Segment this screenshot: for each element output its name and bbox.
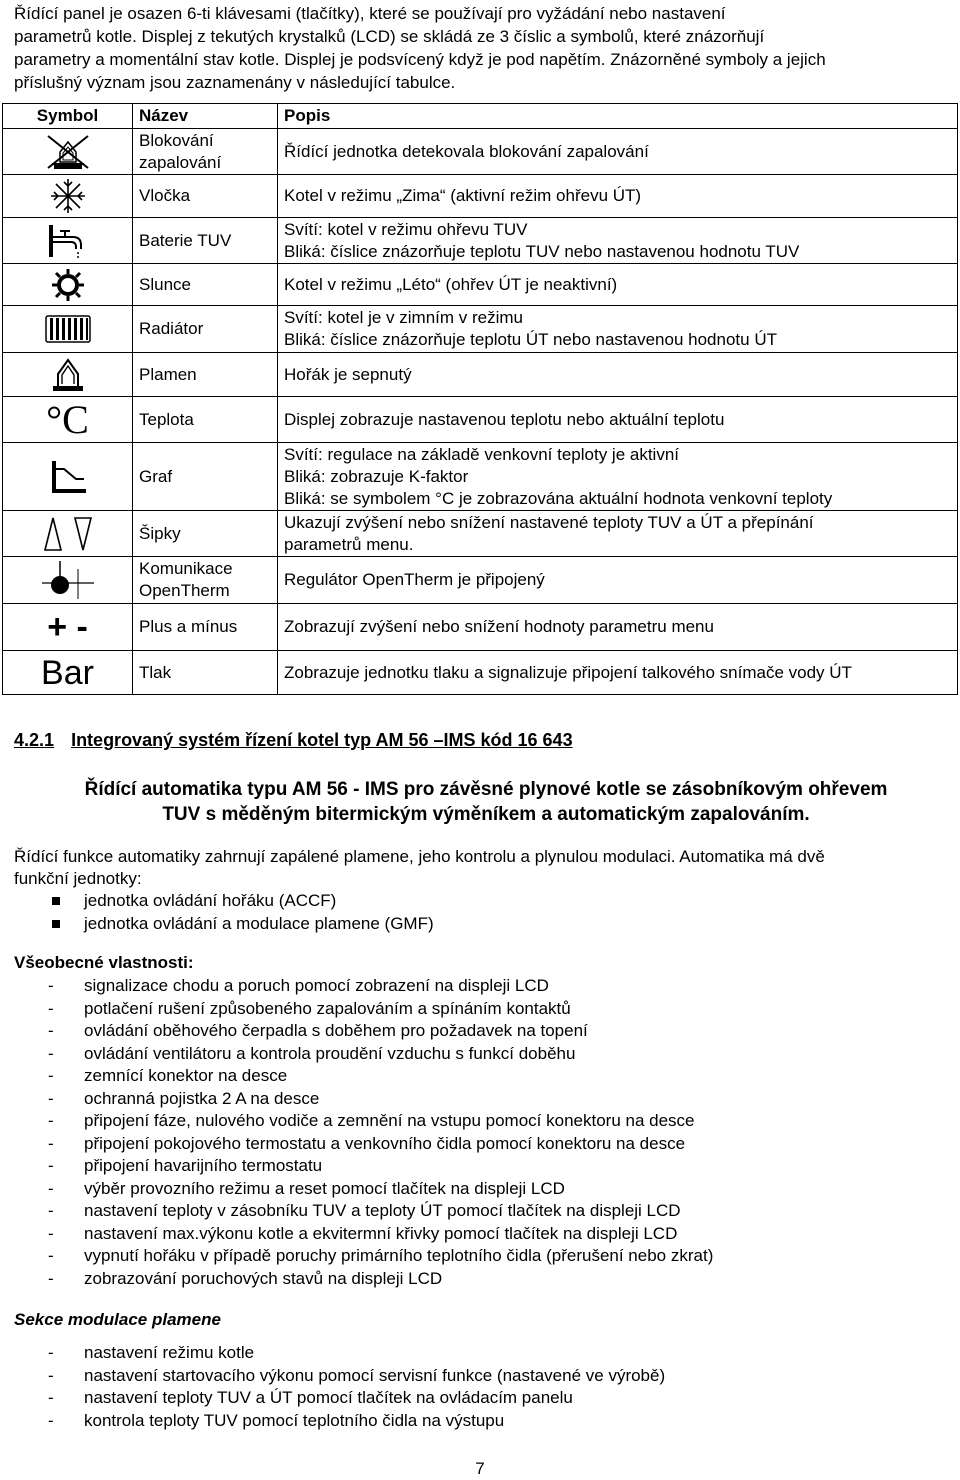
heading-line: TUV s měděným bitermickým výměníkem a automatickým zapalováním.: [162, 804, 810, 825]
dash: -: [48, 1133, 54, 1153]
row-description: [278, 604, 958, 651]
table-row: [3, 218, 958, 264]
table-row: [3, 264, 958, 306]
desc-line: Bliká: zobrazuje K-faktor: [284, 466, 469, 486]
list-item-text: jednotka ovládání hořáku (ACCF): [84, 891, 337, 910]
list-item: [14, 890, 434, 913]
flame-icon: [3, 353, 133, 397]
desc-line: Hořák je sepnutý: [284, 364, 412, 384]
section-title: Integrovaný systém řízení kotel typ AM 56 –IMS kód 16 643: [71, 730, 573, 750]
list-item-text: jednotka ovládání a modulace plamene (GMF): [84, 913, 434, 933]
row-name: [133, 443, 278, 511]
list-item-text: nastavení max.výkonu kotle a ekvitermní křivky pomocí tlačítek na displeji LCD: [84, 1223, 678, 1243]
list-item-text: připojení fáze, nulového vodiče a zemnění na vstupu pomocí konektoru na desce: [84, 1111, 695, 1130]
list-item: [14, 1365, 665, 1388]
list-item: [14, 1178, 713, 1201]
sun-icon: [3, 264, 133, 306]
name-line: zapalování: [139, 152, 222, 172]
row-description: [278, 651, 958, 695]
table-header-row: [3, 104, 958, 129]
bar-symbol: Bar: [41, 653, 94, 692]
dash: -: [48, 1201, 54, 1220]
name-line: Šipky: [139, 523, 181, 543]
list-item-text: signalizace chodu a poruch pomocí zobrazení na displeji LCD: [84, 976, 549, 995]
arrows-icon: [3, 511, 133, 557]
list-item: [14, 1387, 665, 1410]
modulation-section-title: Sekce modulace plamene: [14, 1310, 221, 1329]
graph-icon: [3, 443, 133, 511]
table-row: [3, 604, 958, 651]
list-item-text: ochranná pojistka 2 A na desce: [84, 1088, 320, 1108]
desc-line: Ukazují zvýšení nebo snížení nastavené teploty TUV a ÚT a přepínání: [284, 512, 814, 532]
desc-line: Svítí: kotel je v zimním v režimu: [284, 308, 523, 327]
list-item: [14, 913, 434, 936]
dash: -: [48, 1223, 54, 1243]
list-item-text: ovládání oběhového čerpadla s doběhem pro požadavek na topení: [84, 1021, 588, 1040]
dash: -: [48, 1088, 54, 1108]
desc-line: Kotel v režimu „Zima“ (aktivní režim ohřevu ÚT): [284, 186, 642, 205]
list-item-text: zemnící konektor na desce: [84, 1066, 288, 1085]
list-item: [14, 1245, 713, 1268]
celsius-icon: [3, 397, 133, 443]
bar-icon: [3, 651, 133, 695]
list-item-text: nastavení teploty v zásobníku TUV a teploty ÚT pomocí tlačítek na displeji LCD: [84, 1201, 681, 1220]
page-number: 7: [475, 1459, 485, 1478]
row-name: [133, 651, 278, 695]
row-name: [133, 604, 278, 651]
desc-line: Zobrazuje jednotku tlaku a signalizuje připojení talkového snímače vody ÚT: [284, 662, 852, 682]
dash: -: [48, 1246, 54, 1265]
row-description: [278, 511, 958, 557]
table-row: [3, 511, 958, 557]
row-name: [133, 218, 278, 264]
desc-line: Zobrazují zvýšení nebo snížení hodnoty parametru menu: [284, 617, 714, 636]
functions-paragraph: [14, 846, 958, 890]
bullet-square-icon: [52, 920, 60, 928]
list-item: [14, 1065, 713, 1088]
list-item-text: ovládání ventilátoru a kontrola proudění vzduchu s funkcí doběhu: [84, 1043, 576, 1063]
table-row: [3, 306, 958, 353]
header-symbol: Symbol: [3, 104, 133, 129]
plus-minus-symbol: + -: [47, 608, 88, 646]
dash: -: [48, 998, 54, 1018]
list-item-text: výběr provozního režimu a reset pomocí tlačítek na displeji LCD: [84, 1178, 565, 1198]
desc-line: Řídící jednotka detekovala blokování zapalování: [284, 141, 649, 161]
row-name: [133, 306, 278, 353]
intro-paragraph: [14, 2, 958, 94]
desc-line: Displej zobrazuje nastavenou teplotu nebo aktuální teplotu: [284, 409, 725, 429]
dash: -: [48, 1178, 54, 1198]
units-list: [14, 890, 434, 935]
table-row: [3, 557, 958, 604]
list-item: [14, 1133, 713, 1156]
radiator-icon: [3, 306, 133, 353]
plus-minus-icon: [3, 604, 133, 651]
paragraph-line: funkční jednotky:: [14, 869, 142, 888]
row-description: [278, 353, 958, 397]
intro-line: Řídící panel je osazen 6-ti klávesami (tlačítky), které se používají pro vyžádání nebo nastavení: [14, 4, 726, 23]
document-heading: [14, 777, 958, 827]
name-line: Radiátor: [139, 319, 204, 338]
name-line: Tlak: [139, 662, 172, 682]
desc-line: Svítí: kotel v režimu ohřevu TUV: [284, 219, 528, 239]
list-item: [14, 1020, 713, 1043]
name-line: Plamen: [139, 364, 197, 384]
desc-line: parametrů menu.: [284, 534, 414, 554]
row-name: [133, 175, 278, 218]
heading-line: Řídící automatika typu AM 56 - IMS pro závěsné plynové kotle se zásobníkovým ohřevem: [84, 779, 888, 800]
row-description: [278, 397, 958, 443]
table-row: [3, 129, 958, 175]
name-line: OpenTherm: [139, 581, 230, 600]
name-line: Plus a mínus: [139, 617, 238, 636]
list-item-text: připojení pokojového termostatu a venkovního čidla pomocí konektoru na desce: [84, 1133, 686, 1153]
general-properties-title: Všeobecné vlastnosti:: [14, 953, 194, 972]
list-item-text: připojení havarijního termostatu: [84, 1156, 323, 1175]
ignition-block-icon: [3, 129, 133, 175]
table-row: [3, 397, 958, 443]
list-item-text: vypnutí hořáku v případě poruchy primárního teplotního čidla (přerušení nebo zkrat): [84, 1246, 714, 1265]
list-item: [14, 975, 713, 998]
desc-line: Bliká: se symbolem °C je zobrazována aktuální hodnota venkovní teploty: [284, 488, 833, 508]
name-line: Baterie TUV: [139, 230, 232, 250]
intro-line: parametrů kotle. Displej z tekutých krystalků (LCD) se skládá ze 3 číslic a symbolů, které znázorňují: [14, 27, 765, 46]
header-name: Název: [133, 104, 278, 129]
list-item: [14, 1410, 665, 1433]
list-item-text: nastavení startovacího výkonu pomocí servisní funkce (nastavené ve výrobě): [84, 1365, 666, 1385]
dash: -: [48, 1111, 54, 1130]
row-name: [133, 397, 278, 443]
dash: -: [48, 1343, 54, 1362]
list-item: [14, 998, 713, 1021]
bullet-square-icon: [52, 897, 60, 905]
dash: -: [48, 1066, 54, 1085]
name-line: Komunikace: [139, 559, 233, 578]
desc-line: Svítí: regulace na základě venkovní teploty je aktivní: [284, 444, 680, 464]
section-heading: [14, 730, 573, 751]
section-number: 4.2.1: [14, 730, 55, 750]
name-line: Slunce: [139, 274, 191, 294]
celsius-symbol: °C: [46, 396, 89, 442]
name-line: Teplota: [139, 409, 194, 429]
header-description: Popis: [278, 104, 958, 129]
table-row: [3, 175, 958, 218]
row-name: [133, 557, 278, 604]
row-name: [133, 129, 278, 175]
list-item: [14, 1043, 713, 1066]
dash: -: [48, 1043, 54, 1063]
tap-icon: [3, 218, 133, 264]
list-item: [14, 1223, 713, 1246]
list-item: [14, 1155, 713, 1178]
table-row: [3, 353, 958, 397]
list-item-text: nastavení režimu kotle: [84, 1343, 255, 1362]
row-description: [278, 443, 958, 511]
name-line: Vločka: [139, 186, 191, 205]
list-item-text: nastavení teploty TUV a ÚT pomocí tlačítek na ovládacím panelu: [84, 1388, 573, 1407]
row-name: [133, 353, 278, 397]
snowflake-icon: [3, 175, 133, 218]
intro-line: příslušný význam jsou zaznamenány v následující tabulce.: [14, 73, 456, 92]
opentherm-icon: [3, 557, 133, 604]
desc-line: Kotel v režimu „Léto“ (ohřev ÚT je neaktivní): [284, 274, 618, 294]
name-line: Blokování: [139, 130, 214, 150]
row-description: [278, 306, 958, 353]
list-item-text: kontrola teploty TUV pomocí teplotního čidla na výstupu: [84, 1410, 505, 1430]
list-item: [14, 1088, 713, 1111]
desc-line: Bliká: číslice znázorňuje teplotu ÚT nebo nastavenou hodnotu ÚT: [284, 330, 777, 349]
list-item-text: zobrazování poruchových stavů na displeji LCD: [84, 1268, 443, 1288]
list-item: [14, 1342, 665, 1365]
desc-line: Regulátor OpenTherm je připojený: [284, 570, 545, 589]
row-description: [278, 129, 958, 175]
dash: -: [48, 1021, 54, 1040]
row-name: [133, 511, 278, 557]
modulation-list: [14, 1342, 665, 1432]
row-description: [278, 218, 958, 264]
row-description: [278, 264, 958, 306]
row-description: [278, 175, 958, 218]
list-item-text: potlačení rušení způsobeného zapalováním a spínáním kontaktů: [84, 998, 571, 1018]
symbol-table: [2, 103, 958, 695]
general-properties-list: [14, 975, 713, 1290]
dash: -: [48, 1156, 54, 1175]
intro-line: parametry a momentální stav kotle. Displej je podsvícený když je pod napětím. Znázorněné symboly a jejich: [14, 50, 826, 69]
list-item: [14, 1110, 713, 1133]
dash: -: [48, 1410, 54, 1430]
table-row: [3, 443, 958, 511]
name-line: Graf: [139, 466, 173, 486]
dash: -: [48, 1388, 54, 1407]
row-description: [278, 557, 958, 604]
paragraph-line: Řídící funkce automatiky zahrnují zapálené plamene, jeho kontrolu a plynulou modulaci. Automatika má dvě: [14, 847, 825, 866]
list-item: [14, 1268, 713, 1291]
dash: -: [48, 976, 54, 995]
row-name: [133, 264, 278, 306]
dash: -: [48, 1268, 54, 1288]
dash: -: [48, 1365, 54, 1385]
table-row: [3, 651, 958, 695]
list-item: [14, 1200, 713, 1223]
desc-line: Bliká: číslice znázorňuje teplotu TUV nebo nastavenou hodnotu TUV: [284, 241, 800, 261]
